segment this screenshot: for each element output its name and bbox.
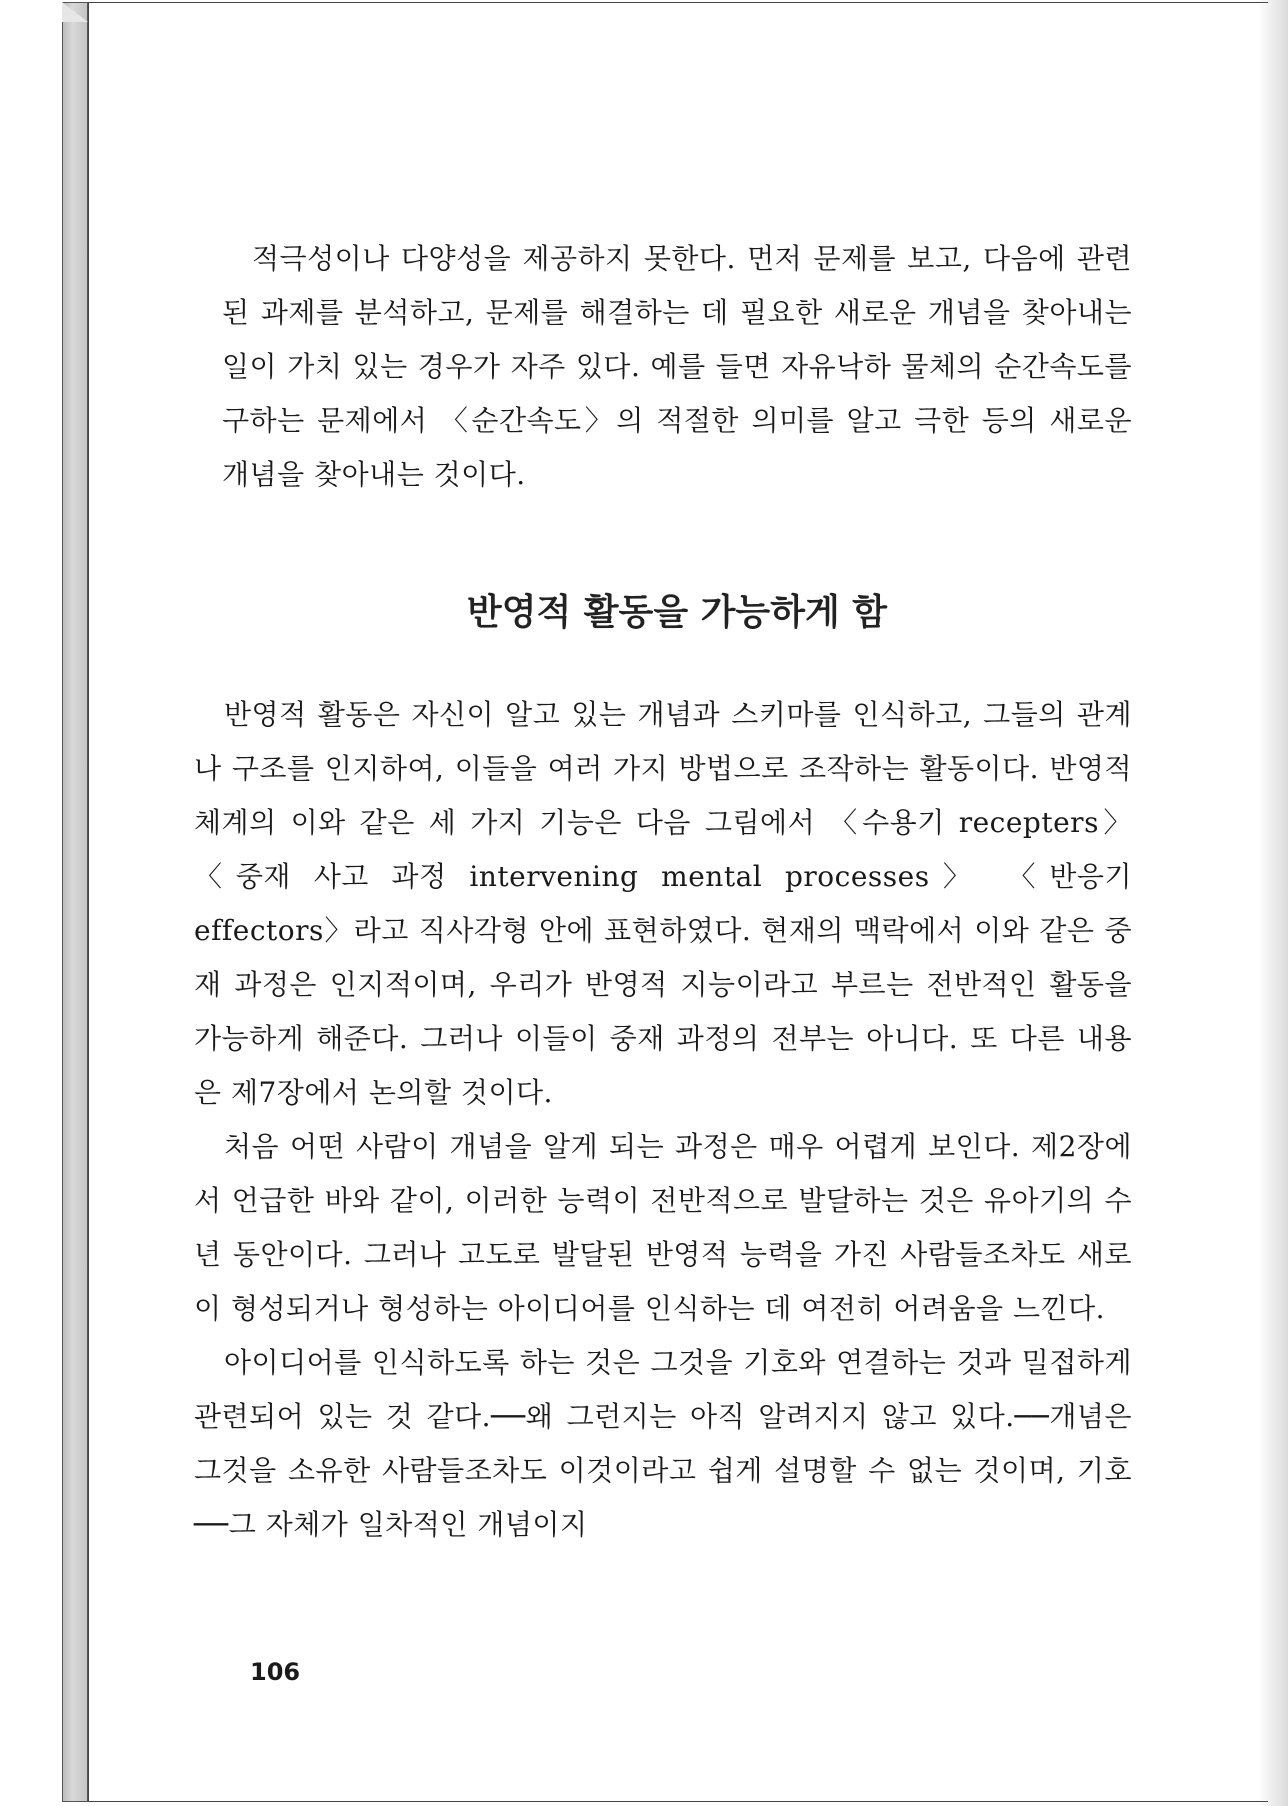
body-paragraph-2: 처음 어떤 사람이 개념을 알게 되는 과정은 매우 어렵게 보인다. 제2장에서 언급한 바와 같이, 이러한 능력이 전반적으로 발달하는 것은 유아기의 수 년 동안이다. 그러나 고도로 발달된 반영적 능력을 가진 사람들조차도 새로이 형성되거나 형성하는 아이디어를 인식하는 데 여전히 어려움을 느낀다. — [194, 1130, 1132, 1325]
section-heading: 반영적 활동을 가능하게 함 — [466, 591, 888, 633]
page-stack-edge — [62, 2, 88, 1802]
body-paragraph-1: 반영적 활동은 자신이 알고 있는 개념과 스키마를 인식하고, 그들의 관계나 구조를 인지하여, 이들을 여러 가지 방법으로 조작하는 활동이다. 반영적 체계의 이와 같은 세 가지 기능은 다음 그림에서 〈수용기 recepters〉 〈중재 사고 과정 intervening mental processes〉 〈반응기 effectors〉라고 직사각형 안에 표현하였다. 현재의 맥락에서 이와 같은 중재 과정은 인지적이며, 우리가 반영적 지능이라고 부르는 전반적인 활동을 가능하게 해준다. 그러나 이들이 중재 과정의 전부는 아니다. 또 다른 내용은 제7장에서 논의할 것이다. — [194, 698, 1132, 1109]
page-right-shadow — [1258, 0, 1288, 1806]
page-number: 106 — [250, 1658, 301, 1686]
body-paragraph-3: 아이디어를 인식하도록 하는 것은 그것을 기호와 연결하는 것과 밀접하게 관련되어 있는 것 같다.──왜 그런지는 아직 알려지지 않고 있다.──개념은 그것을 소유한 사람들조차도 이것이라고 쉽게 설명할 수 없는 것이며, 기호──그 자체가 일차적인 개념이지 — [194, 1346, 1132, 1541]
page-body — [194, 232, 1132, 1552]
intro-paragraph: 적극성이나 다양성을 제공하지 못한다. 먼저 문제를 보고, 다음에 관련된 과제를 분석하고, 문제를 해결하는 데 필요한 새로운 개념을 찾아내는 일이 가치 있는 경우가 자주 있다. 예를 들면 자유낙하 물체의 순간속도를 구하는 문제에서 〈순간속도〉의 적절한 의미를 알고 극한 등의 새로운 개념을 찾아내는 것이다. — [222, 242, 1132, 491]
